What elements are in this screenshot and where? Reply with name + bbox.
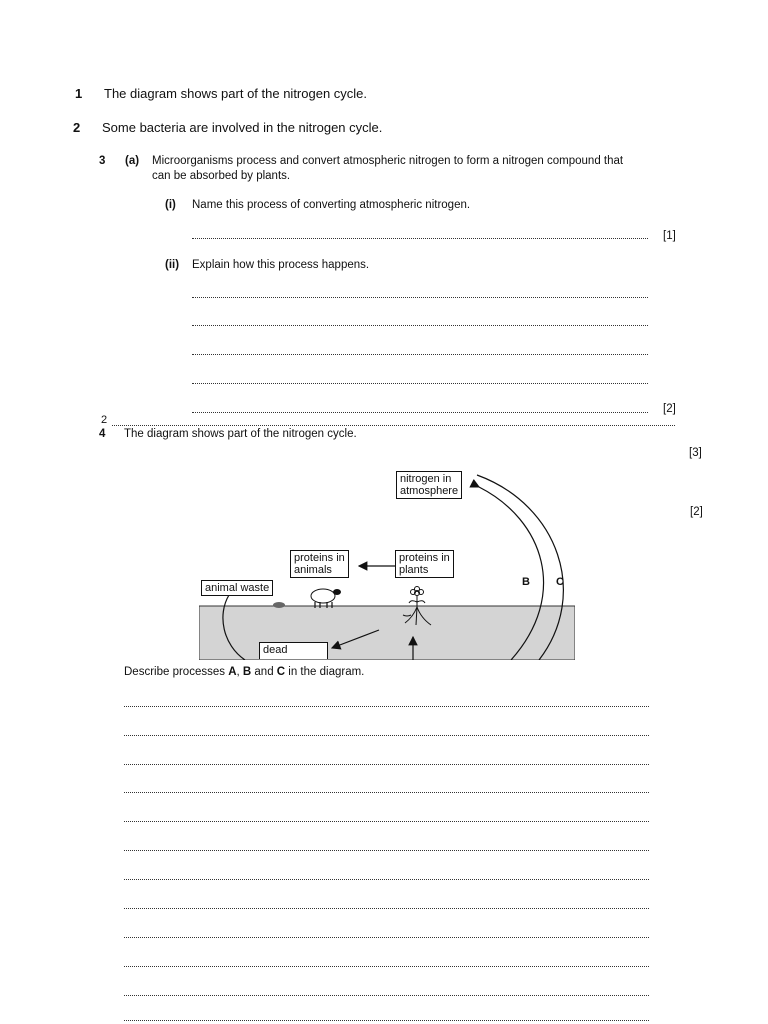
box-nitrogen-in-atmosphere [396,471,462,499]
q3-sub-i-mark: [1] [663,230,676,242]
box-line: animals [294,564,332,576]
q4-number: 4 [99,428,106,440]
q3-sub-i-text: Name this process of converting atmospheric nitrogen. [192,199,471,211]
box-animal-waste [201,580,273,596]
box-line: animal waste [205,582,270,594]
box-line: plants [399,564,429,576]
answer-line[interactable] [124,735,649,736]
describe-text: and [251,666,277,678]
answer-line[interactable] [192,354,648,355]
answer-line[interactable] [124,908,649,909]
answer-line[interactable] [192,383,648,384]
describe-label-a: A [228,666,237,678]
answer-line[interactable] [124,764,649,765]
box-line: atmosphere [400,485,459,497]
nitrogen-cycle-diagram [199,465,575,660]
answer-line[interactable] [124,821,649,822]
q4-mark-3: [3] [689,447,702,459]
answer-line[interactable] [124,995,649,996]
q1-text: The diagram shows part of the nitrogen cycle. [104,86,368,101]
diagram-graphic [199,465,575,660]
q3-part-a-line2: can be absorbed by plants. [152,170,291,182]
q2-number: 2 [73,120,81,135]
box-proteins-in-plants [395,550,454,578]
box-line: dead [263,644,288,656]
describe-label-c: C [276,666,286,678]
q4-mark-2: [2] [690,506,703,518]
describe-text: , [236,666,243,678]
box-line: nitrogen in [400,473,452,485]
q4-describe-instruction [124,666,364,678]
q3-number: 3 [99,155,106,167]
q2-text: Some bacteria are involved in the nitrogen cycle. [102,120,383,135]
answer-line[interactable] [192,238,648,239]
answer-line[interactable] [124,706,649,707]
box-proteins-in-animals [290,550,349,578]
box-dead [259,642,328,659]
q3-part-a-line1: Microorganisms process and convert atmospheric nitrogen to form a nitrogen compound that [152,155,624,167]
answer-line[interactable] [124,966,649,967]
dung-icon [273,602,285,608]
sheep-icon [311,589,341,608]
q3-part-a-label: (a) [125,155,140,167]
answer-line[interactable] [124,792,649,793]
answer-line[interactable] [124,937,649,938]
answer-line[interactable] [192,297,648,298]
answer-line[interactable] [124,1020,649,1021]
describe-text: Describe processes [124,666,229,678]
answer-line[interactable] [192,412,648,413]
q3-sub-ii-text: Explain how this process happens. [192,259,370,271]
q3-sub-i-label: (i) [165,199,176,211]
q3-sub-ii-mark: [2] [663,403,676,415]
box-line: proteins in [399,552,450,564]
answer-line[interactable] [192,325,648,326]
answer-line[interactable] [124,879,649,880]
answer-line[interactable] [124,850,649,851]
answer-line[interactable] [112,425,675,426]
label-b: B [522,576,530,588]
q4-text: The diagram shows part of the nitrogen cycle. [124,428,357,440]
label-c: C [556,576,564,588]
overlap-number: 2 [101,414,108,426]
soil-layer [199,606,575,660]
describe-label-b: B [242,666,252,678]
describe-text: in the diagram. [285,666,365,678]
q3-sub-ii-label: (ii) [165,259,180,271]
q1-number: 1 [75,86,83,101]
box-line: proteins in [294,552,345,564]
